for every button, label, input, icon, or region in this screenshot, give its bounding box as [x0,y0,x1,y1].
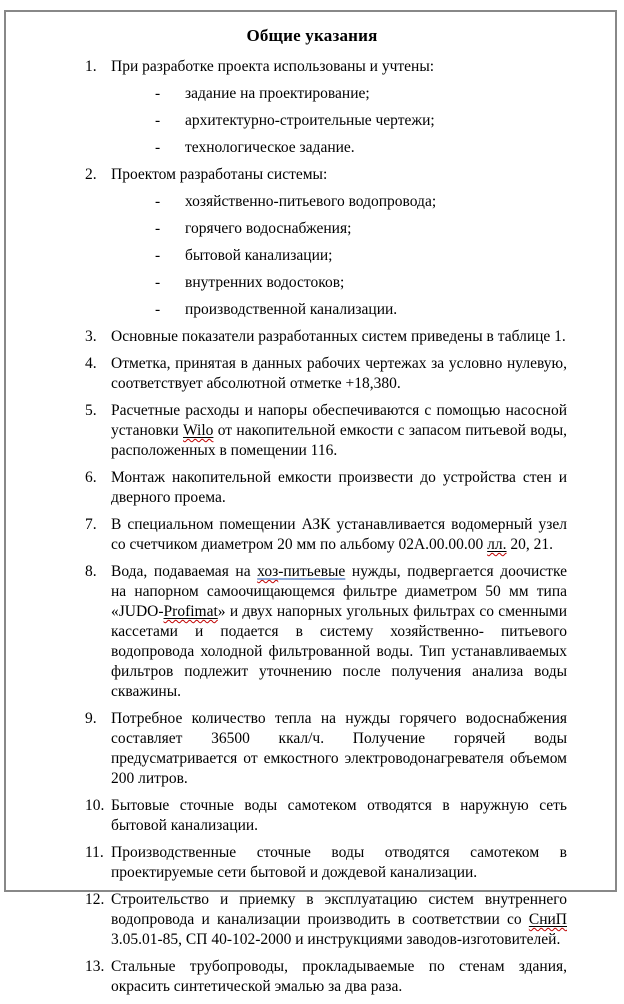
item-text: Основные показатели разработанных систем приведены в таблице 1. [111,328,566,345]
decorated-word [487,536,506,553]
item-text: Проектом разработаны системы: [111,166,328,183]
decorated-word [183,422,213,439]
sub-item-text: производственной канализации. [185,301,398,318]
misspelled-word: Wilo [183,422,214,439]
sub-item-text: технологическое задание. [185,139,355,156]
list-item [85,843,567,883]
dash-marker: - [155,112,161,129]
list-item [85,165,567,185]
item-number: 11. [85,844,104,861]
item-number: 2. [85,166,97,183]
list-item [85,562,567,702]
sub-item [155,111,567,131]
decorated-word [529,911,567,928]
item-number: 4. [85,355,97,372]
item-text: Производственные сточные воды отводятся самотеком в проектируемые сети бытовой и дождевой канализации. [111,844,567,881]
sub-item [155,300,567,320]
item-text: Отметка, принятая в данных рабочих чертежах за условно нулевую, соответствует абсолютной отметке +18,380. [111,355,567,392]
item-number: 9. [85,710,97,727]
item-number: 6. [85,469,97,486]
dash-marker: - [155,139,161,156]
item-text: Потребное количество тепла на нужды горячего водоснабжения составляет 36500 ккал/ч. Получение горячей воды предусматривается от емкостного электроводонагревателя объемом 200 литров. [111,710,567,787]
sub-item-text: хозяйственно-питьевого водопровода; [185,193,437,210]
item-number: 3. [85,328,97,345]
item-text: Стальные трубопроводы, прокладываемые по стенам здания, окрасить синтетической эмалью за два раза. [111,958,567,995]
sub-item-text: горячего водоснабжения; [185,220,352,237]
item-text: Строительство и приемку в эксплуатацию систем внутреннего водопровода и канализации производить в соответствии со СниП 3.05.01-85, СП 40-102-2000 и инструкциями заводов-изготовителей. [111,891,567,948]
item-number: 13. [85,958,105,975]
list-item [85,890,567,950]
sub-item [155,246,567,266]
sub-item-text: внутренних водостоков; [185,274,345,291]
sub-item [155,219,567,239]
item-number: 5. [85,402,97,419]
misspelled-word: лл. [487,536,507,553]
decorated-word [164,603,218,620]
item-text: В специальном помещении АЗК устанавливается водомерный узел со счетчиком диаметром 20 мм по альбому 02А.00.00.00 лл. 20, 21. [111,516,567,553]
misspelled-word: хоз [257,563,279,580]
item-text: Вода, подаваемая на хоз-питьевые нужды, подвергается доочистке на напорном самоочищающемся фильтре диаметром 50 мм типа «JUDO-Profimat» и двух напорных угольных фильтрах со сменными кассетами и подается в систему хозяйственно- питьевого водопровода холодной фильтрованной воды. Тип устанавливаемых фильтров подлежит уточнению после получения анализа воды скважины. [111,563,567,700]
item-text: Расчетные расходы и напоры обеспечиваются с помощью насосной установки Wilo от накопительной емкости с запасом питьевой воды, расположенных в помещении 116. [111,402,567,459]
list-item [85,354,567,394]
item-text: Бытовые сточные воды самотеком отводятся в наружную сеть бытовой канализации. [111,797,567,834]
item-text: Монтаж накопительной емкости произвести до устройства стен и дверного проема. [111,469,567,506]
item-text: При разработке проекта использованы и учтены: [111,58,435,75]
sub-item-text: задание на проектирование; [185,85,370,102]
item-number: 8. [85,563,97,580]
list-item [85,709,567,789]
sub-item [155,138,567,158]
list-item [85,57,567,77]
decorated-word: -питьевые [278,563,346,580]
dash-marker: - [155,274,161,291]
list-item [85,957,567,997]
list-item [85,401,567,461]
item-number: 1. [85,58,97,75]
dash-marker: - [155,193,161,210]
sub-item [155,273,567,293]
dash-marker: - [155,301,161,318]
item-number: 7. [85,516,97,533]
list-item [85,327,567,347]
instruction-list [85,57,567,1004]
decorated-word [257,563,278,580]
sub-item-text: бытовой канализации; [185,247,333,264]
list-item [85,468,567,508]
misspelled-word: Profimat [163,603,218,620]
sub-item-text: архитектурно-строительные чертежи; [185,112,435,129]
page-title: Общие указания [246,26,378,45]
sub-item [155,84,567,104]
dash-marker: - [155,247,161,264]
dash-marker: - [155,220,161,237]
dash-marker: - [155,85,161,102]
misspelled-word: СниП [528,911,567,928]
list-item [85,796,567,836]
item-number: 10. [85,797,105,814]
sub-item [155,192,567,212]
item-number: 12. [85,891,105,908]
list-item [85,515,567,555]
